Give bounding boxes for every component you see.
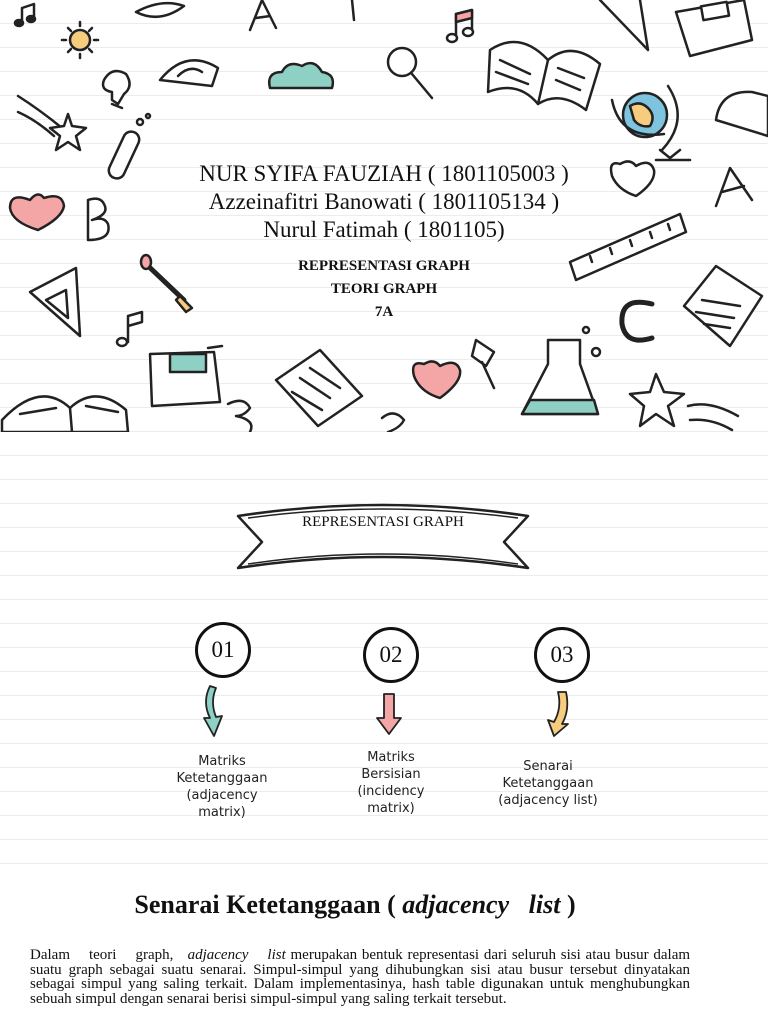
- banner-title: REPRESENTASI GRAPH: [302, 514, 464, 530]
- arrow-icon-pink: [374, 692, 404, 736]
- section-heading: Senarai Ketetanggaan ( adjacency list ): [134, 890, 576, 919]
- open-book-icon-bottom: [2, 396, 128, 432]
- subtitle-line: 7A: [374, 304, 394, 320]
- author-name: NUR SYIFA FAUZIAH ( 1801105003 ): [199, 161, 569, 186]
- protractor-icon-right: [716, 92, 768, 136]
- cloud-icon: [269, 63, 333, 88]
- pushpin-icon: [472, 340, 494, 388]
- curved-arrow-icon-yellow: [544, 690, 574, 738]
- leaf-icon: [136, 3, 184, 17]
- number-3-icon: [228, 401, 251, 432]
- letter-a-icon: [250, 0, 276, 30]
- heart-icon-pink-middle: [413, 361, 460, 398]
- title-slide: [0, 0, 768, 432]
- magnifier-icon: [388, 48, 432, 98]
- pencil-icon: [352, 0, 354, 20]
- body-paragraph: Dalam teori graph, adjacency list merupakan bentuk representasi dari seluruh sisi atau busur dalam suatu graph sebagai suatu senarai. Simpul-simpul yang dihubungkan sisi atau busur tersebut dinyatakan sebagai simpul yang saling terkait. Dalam implementasinya, hash table digunakan untuk menghubungkan sebuah simpul dengan senarai berisi simpul-simpul yang saling terkait tersebut.: [30, 947, 691, 1007]
- star-icon: [630, 374, 738, 430]
- notepad-icon: [276, 350, 362, 426]
- author-list: [0, 160, 768, 244]
- subtitle-line: REPRESENTASI GRAPH: [298, 258, 470, 274]
- author-name: Nurul Fatimah ( 1801105): [263, 217, 505, 242]
- open-book-icon: [488, 42, 600, 110]
- step-number-circle: 03: [534, 627, 590, 683]
- music-note-icon-pink: [447, 10, 473, 42]
- subtitle-line: TEORI GRAPH: [330, 281, 438, 297]
- representation-label-adjacency-list: Senarai Ketetanggaan (adjacency list): [498, 759, 598, 808]
- curved-arrow-icon-mint: [196, 684, 230, 738]
- globe-icon: [612, 86, 690, 160]
- representation-label-incidency-matrix: Matriks Bersisian (incidency matrix): [357, 750, 425, 816]
- step-number-circle: 02: [363, 627, 419, 683]
- music-note-icon: [15, 4, 35, 26]
- sun-icon: [62, 22, 98, 58]
- step-number-circle: 01: [195, 622, 251, 678]
- presentation-subtitle: [0, 255, 768, 324]
- heading-italic-term: adjacency list: [402, 890, 561, 919]
- triangle-ruler-icon: [600, 0, 648, 50]
- book-icon: [676, 0, 752, 56]
- green-book-icon: [150, 346, 222, 406]
- ribbon-banner-icon: [232, 498, 534, 580]
- author-name: Azzeinafitri Banowati ( 1801105134 ): [208, 189, 560, 214]
- italic-term: adjacency list: [187, 947, 286, 963]
- representation-label-adjacency-matrix: Matriks Ketetanggaan (adjacency matrix): [176, 754, 268, 820]
- lightbulb-icon: [103, 71, 130, 108]
- shooting-star-icon: [18, 96, 86, 150]
- flask-icon: [522, 327, 600, 414]
- number-2-icon: [382, 413, 404, 432]
- protractor-icon: [160, 60, 218, 86]
